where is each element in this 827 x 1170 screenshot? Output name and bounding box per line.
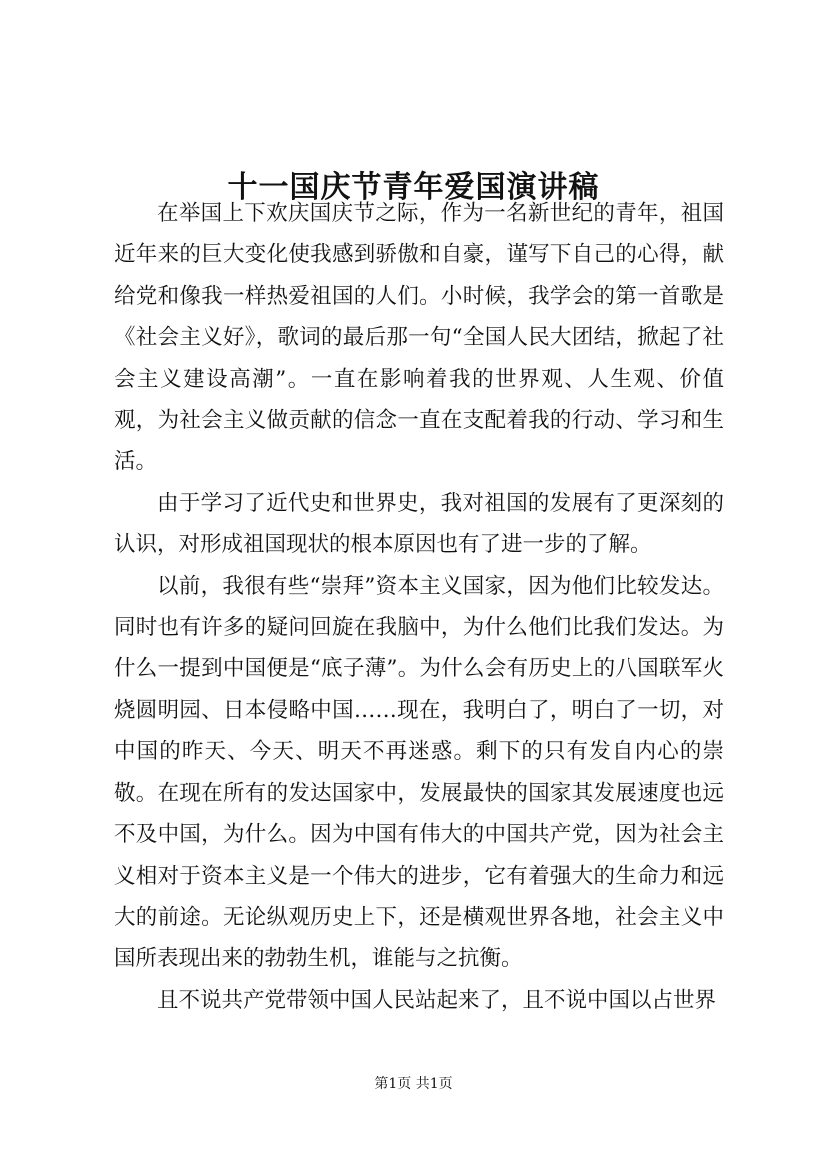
paragraph-4: 且不说共产党带领中国人民站起来了，且不说中国以占世界 (157, 987, 717, 1013)
paragraph-1: 在举国上下欢庆国庆节之际，作为一名新世纪的青年，祖国近年来的巨大变化使我感到骄傲和自豪，谨写下自己的心得，献给党和像我一样热爱祖国的人们。小时候，我学会的第一首歌是《社会主义好》，歌词的最后那一句“全国人民大团结，掀起了社会主义建设高潮”。一直在影响着我的世界观、人生观、价值观，为社会主义做贡献的信念一直在支配着我的行动、学习和生活。 (114, 201, 724, 475)
document-title: 十一国庆节青年爱国演讲稿 (227, 170, 600, 206)
page-footer: 第1页 共1页 (374, 1076, 453, 1092)
paragraph-2: 由于学习了近代史和世界史，我对祖国的发展有了更深刻的认识，对形成祖国现状的根本原因也有了进一步的了解。 (114, 490, 724, 558)
document-body (114, 193, 724, 1021)
paragraph-3: 以前，我很有些“崇拜”资本主义国家，因为他们比较发达。同时也有许多的疑问回旋在我脑中，为什么他们比我们发达。为什么一提到中国便是“底子薄”。为什么会有历史上的八国联军火烧圆明园、日本侵略中国……现在，我明白了，明白了一切，对中国的昨天、今天、明天不再迷惑。剩下的只有发自内心的崇敬。在现在所有的发达国家中，发展最快的国家其发展速度也远不及中国，为什么。因为中国有伟大的中国共产党，因为社会主义相对于资本主义是一个伟大的进步，它有着强大的生命力和远大的前途。无论纵观历史上下，还是横观世界各地，社会主义中国所表现出来的勃勃生机，谁能与之抗衡。 (114, 573, 724, 972)
